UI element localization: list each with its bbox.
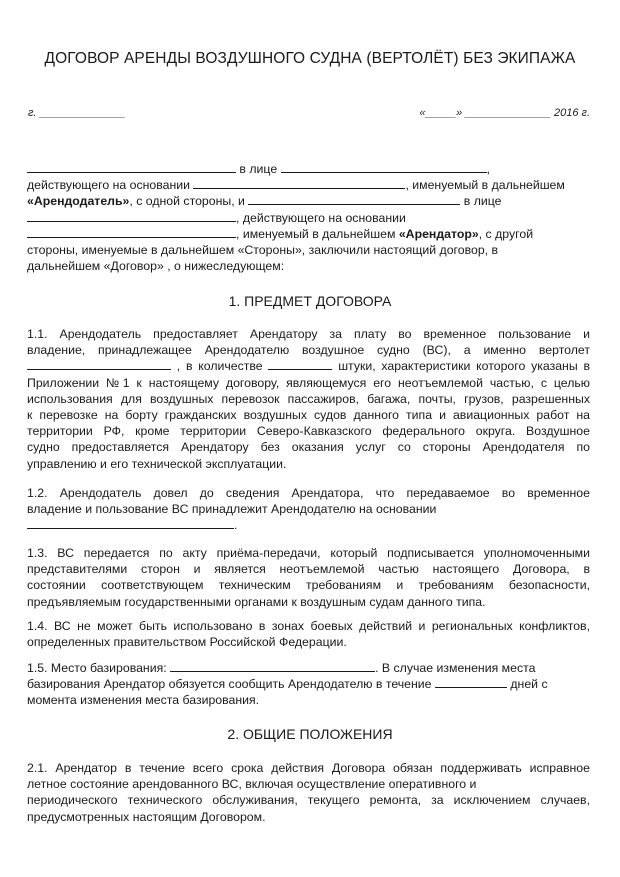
blank-lessee-basis	[27, 226, 236, 238]
blank-lessee-representative	[27, 210, 236, 222]
preamble-line-1: в лице ,	[27, 161, 590, 177]
blank-base-location	[170, 660, 375, 672]
clause-1-3: 1.3. ВС передается по акту приёма-передачи, который подписывается уполномоченными представителями сторон и является неотъемлемой частью настоящего Договора, в состоянии соответствующем техническим требованиям и требованиям безопасности, предъявляемым государственными органами к воздушным судам данного типа.	[27, 546, 590, 609]
blank-lessor-name	[27, 161, 236, 173]
preamble-line-3: «Арендодатель», с одной стороны, и в лице	[27, 194, 502, 209]
blank-helicopter-model	[27, 358, 171, 370]
date-field: «_____» ______________ 2016 г.	[419, 107, 590, 119]
blank-days	[435, 676, 507, 688]
blank-lessor-representative	[281, 161, 487, 173]
city-field: г. ______________	[28, 107, 126, 119]
clause-2-1: 2.1. Арендатор в течение всего срока действия Договора обязан поддерживать исправное летное состояние арендованного ВС, включая осуществление оперативного и периодического технического обслуживания, текущего ремонта, за исключением случаев, предусмотренных настоящим Договором.	[27, 761, 590, 824]
preamble-line-7: дальнейшем «Договор» , о нижеследующем:	[27, 259, 285, 274]
blank-lessee-name	[248, 193, 460, 205]
document-title: ДОГОВОР АРЕНДЫ ВОЗДУШНОГО СУДНА (ВЕРТОЛЁТ) БЕЗ ЭКИПАЖА	[44, 50, 576, 67]
preamble	[27, 161, 590, 274]
clause-1-1: 1.1. Арендодатель предоставляет Арендатору за плату во временное пользование и владение, принадлежащее Арендодателю воздушное судно (ВС), а именно вертолет , в количестве штуки, характеристики которого указаны в Приложении №1 к настоящему договору, являющемуся его неотъемлемой частью, с целью использования для воздушных перевозок пассажиров, багажа, почты, грузов, разрешенных к перевозке на борту гражданских воздушных судов данного типа и авиационных работ на территории РФ, кроме территории Северо-Кавказского федерального округа. Воздушное судно предоставляется Арендатору без оказания услуг со стороны Арендодателя по управлению и его технической эксплуатации.	[27, 327, 590, 471]
blank-quantity	[268, 358, 332, 370]
preamble-line-6: стороны, именуемые в дальнейшем «Стороны», заключили настоящий договор, в	[27, 243, 499, 258]
clause-1-2: 1.2. Арендодатель довел до сведения Арендатора, что передаваемое во временное владение и пользование ВС принадлежит Арендодателю на основании .	[27, 486, 590, 533]
blank-lessor-basis	[193, 177, 405, 189]
preamble-line-5: , именуемый в дальнейшем «Арендатор», с другой	[27, 226, 590, 242]
section-2-heading: 2. ОБЩИЕ ПОЛОЖЕНИЯ	[227, 726, 393, 742]
preamble-line-4: , действующего на основании	[27, 210, 590, 226]
section-1-heading: 1. ПРЕДМЕТ ДОГОВОРА	[228, 293, 392, 309]
clause-1-4: 1.4. ВС не может быть использовано в зонах боевых действий и региональных конфликтов, определенных правительством Российской Федерации.	[27, 619, 590, 650]
place-date-row	[28, 107, 590, 119]
clause-1-5: 1.5. Место базирования: . В случае изменения места базирования Арендатор обязуется сообщить Арендодателю в течение дней с момента изменения места базирования.	[27, 661, 548, 708]
preamble-line-2: действующего на основании , именуемый в дальнейшем	[27, 178, 565, 193]
blank-ownership-basis	[27, 517, 234, 529]
